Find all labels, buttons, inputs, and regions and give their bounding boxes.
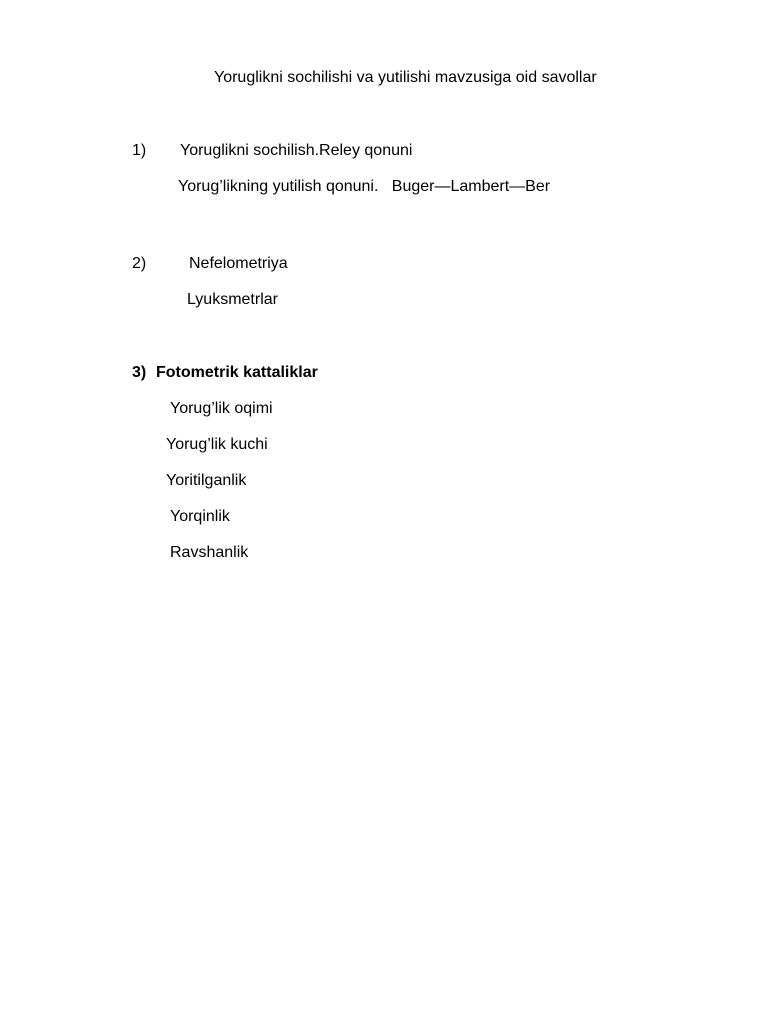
section-item: Yoritilganlik: [166, 472, 247, 489]
section-item: Lyuksmetrlar: [187, 291, 278, 308]
section-number: 1): [132, 142, 147, 159]
document-title: Yoruglikni sochilishi va yutilishi mavzusiga oid savollar: [214, 69, 597, 86]
section-item: Yorqinlik: [170, 508, 230, 525]
section-item: Yorug’likning yutilish qonuni. Buger—Lambert—Ber: [178, 178, 551, 195]
section-number: 3): [132, 364, 147, 381]
section-item: Yorug’lik kuchi: [166, 436, 268, 453]
section-heading: Fotometrik kattaliklar: [156, 364, 318, 381]
section-heading: Nefelometriya: [189, 255, 288, 272]
section-number: 2): [132, 255, 147, 272]
section-heading: Yoruglikni sochilish.Reley qonuni: [180, 142, 413, 159]
section-item: Ravshanlik: [170, 544, 249, 561]
section-item: Yorug’lik oqimi: [170, 400, 273, 417]
